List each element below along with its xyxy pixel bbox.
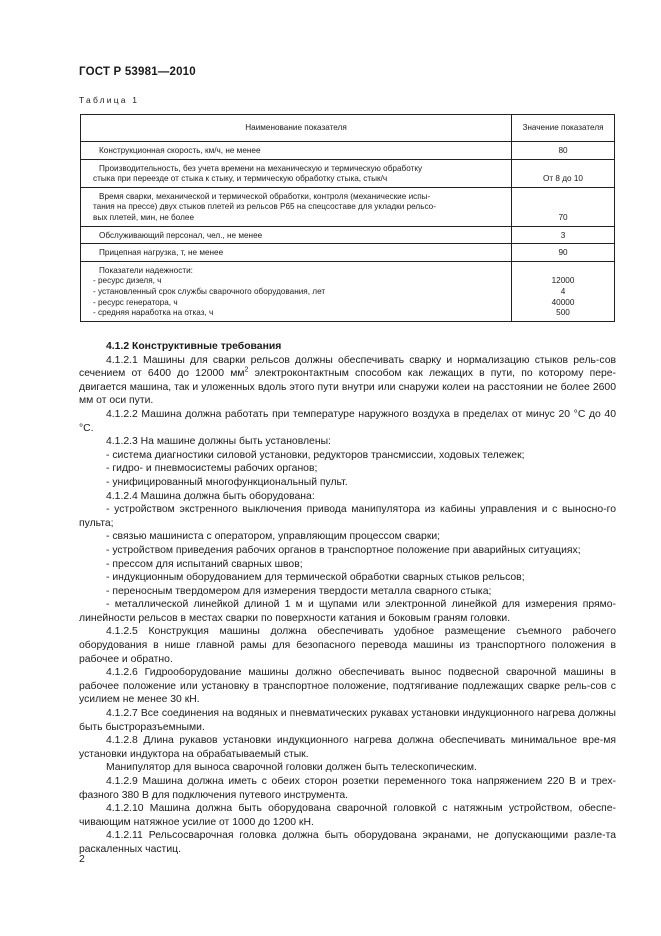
- row-value-cell: [512, 261, 615, 321]
- row-name-cell: [81, 142, 512, 160]
- table-row: [81, 226, 615, 244]
- row-value: 3: [560, 230, 566, 240]
- row-name-line: Показатели надежности:: [99, 265, 193, 275]
- row-value: 90: [558, 248, 568, 258]
- paragraph: 4.1.2.5 Конструкция машины должна обеспечивать удобное размещение съемного рабочего оборудования в нише главной рамы для безопасного перевода машины из транспортного положения в рабочее и обратно.: [79, 626, 616, 665]
- paragraph-text: электроконтактным способом как лежащих в пути, по которому пере-двигается машина, так и уложенных вдоль этого пути внутри или снаружи колеи на расстоянии не более 2600 мм от оси пути.: [79, 368, 617, 407]
- row-value: 40000: [551, 297, 575, 307]
- row-name-cell: [81, 159, 512, 187]
- table-row: [81, 244, 615, 262]
- parameters-table: [80, 114, 615, 322]
- paragraph: 4.1.2.2 Машина должна работать при температуре наружного воздуха в пределах от минус 20 °С до 40 °С.: [79, 408, 616, 434]
- section-title: 4.1.2 Конструктивные требования: [106, 341, 282, 352]
- paragraph: Манипулятор для выноса сварочной головки должен быть телескопическим.: [106, 762, 477, 774]
- list-item: - устройством экстренного выключения привода манипулятора из кабины управления и с выносно-го пульта;: [79, 504, 616, 529]
- row-name-line: Производительность, без учета времени на механическую и термическую обработку: [99, 163, 423, 173]
- list-item: - переносным твердомером для измерения твердости металла сварного стыка;: [106, 585, 492, 597]
- paragraph: 4.1.2.3 На машине должны быть установлены:: [106, 436, 331, 448]
- paragraph: 4.1.2.9 Машина должна иметь с обеих сторон розетки переменного тока напряжением 220 В и трех-фазного 380 В для подключения путевого инструмента.: [79, 776, 616, 801]
- paragraph: [79, 354, 616, 408]
- column-header-name: Наименование показателя: [81, 115, 512, 142]
- document-code: ГОСТ Р 53981—2010: [79, 66, 196, 78]
- row-value: 70: [558, 212, 568, 222]
- row-value: 4: [560, 286, 566, 296]
- paragraph: 4.1.2.10 Машина должна быть оборудована сварочной головкой с натяжным устройством, обеспе-чивающим натяжное усилие от 1000 до 1200 кН.: [79, 803, 616, 828]
- table-row: [81, 261, 615, 321]
- row-name-line: тания на прессе) двух стыков плетей из рельсов Р65 на спецсоставе для укладки рельсо-: [93, 202, 436, 212]
- row-name-cell: [81, 261, 512, 321]
- paragraph: 4.1.2.8 Длина рукавов установки индукционного нагрева должна обеспечивать минимальное вре-мя установки индуктора на обрабатываемый стык.: [79, 735, 616, 760]
- list-item: - система диагностики силовой установки, редукторов трансмиссии, ходовых тележек;: [106, 449, 525, 461]
- paragraph-text: 4.1.2.1 Машины для сварки рельсов должны обеспечивать сварку и нормализацию стыков рель-сов сечением от 6400 до 12000 мм: [79, 354, 616, 380]
- row-value: 80: [558, 146, 568, 155]
- row-value-cell: [512, 226, 615, 244]
- paragraph: 4.1.2.6 Гидрооборудование машины должно обеспечивать вынос подвесной сварочной машины в рабочее положение или установку в транспортное положение, подтягивание подлежащих сварке рель-сов с усилием не менее 30 кН.: [79, 667, 616, 706]
- row-name-cell: [81, 226, 512, 244]
- row-name-line: Время сварки, механической и термической обработки, контроля (механические испы-: [99, 191, 431, 201]
- row-value-cell: [512, 159, 615, 187]
- page-number: 2: [79, 853, 85, 865]
- row-name-line: - ресурс генератора, ч: [93, 297, 178, 307]
- row-name-line: - средняя наработка на отказ, ч: [93, 308, 214, 318]
- row-name-line: Конструкционная скорость, км/ч, не менее: [99, 146, 261, 155]
- list-item: - устройством приведения рабочих органов в транспортное положение при аварийных ситуациях;: [106, 544, 581, 556]
- table-row: [81, 187, 615, 226]
- table-row: [81, 159, 615, 187]
- list-item: - металлической линейкой длиной 1 м и щупами или электронной линейкой для измерения прямо-линейности рельсов в местах сварки по поверхности катания и боковым граням головки.: [79, 599, 616, 624]
- row-name-line: - установленный срок службы сварочного оборудования, лет: [93, 286, 326, 296]
- list-item: - унифицированный многофункциональный пульт.: [106, 476, 348, 488]
- row-name-line: стыка при переезде от стыка к стыку, и термическую обработку стыка, стык/ч: [93, 174, 388, 184]
- row-value-cell: [512, 244, 615, 262]
- superscript: 2: [244, 366, 249, 374]
- table-caption: Таблица 1: [79, 95, 140, 105]
- paragraph: 4.1.2.7 Все соединения на водяных и пневматических рукавах установки индукционного нагрева должны быть быстроразъемными.: [79, 708, 616, 733]
- paragraph: 4.1.2.4 Машина должна быть оборудована:: [106, 490, 315, 502]
- list-item: - индукционным оборудованием для термической обработки сварных стыков рельсов;: [106, 572, 525, 584]
- list-item: - связью машиниста с оператором, управляющим процессом сварки;: [106, 531, 441, 543]
- table-header-row: [81, 115, 615, 142]
- row-name-cell: [81, 187, 512, 226]
- table-row: [81, 142, 615, 160]
- row-value: 12000: [551, 276, 575, 286]
- row-name-line: вых плетей, мин, не более: [93, 212, 194, 222]
- section-body: [79, 340, 616, 857]
- row-name-line: Обслуживающий персонал, чел., не менее: [99, 230, 263, 240]
- row-value-cell: [512, 142, 615, 160]
- row-value-cell: [512, 187, 615, 226]
- row-name-cell: [81, 244, 512, 262]
- row-name-line: Прицепная нагрузка, т, не менее: [99, 248, 224, 258]
- list-item: - прессом для испытаний сварных швов;: [106, 558, 303, 570]
- row-value: От 8 до 10: [543, 174, 583, 184]
- row-value: 500: [556, 308, 570, 318]
- column-header-value: Значение показателя: [512, 115, 615, 142]
- paragraph: 4.1.2.11 Рельсосварочная головка должна быть оборудована экранами, не допускающими разле-та раскаленных частиц.: [79, 830, 616, 855]
- row-name-line: - ресурс дизеля, ч: [93, 276, 162, 286]
- list-item: - гидро- и пневмосистемы рабочих органов;: [106, 463, 318, 475]
